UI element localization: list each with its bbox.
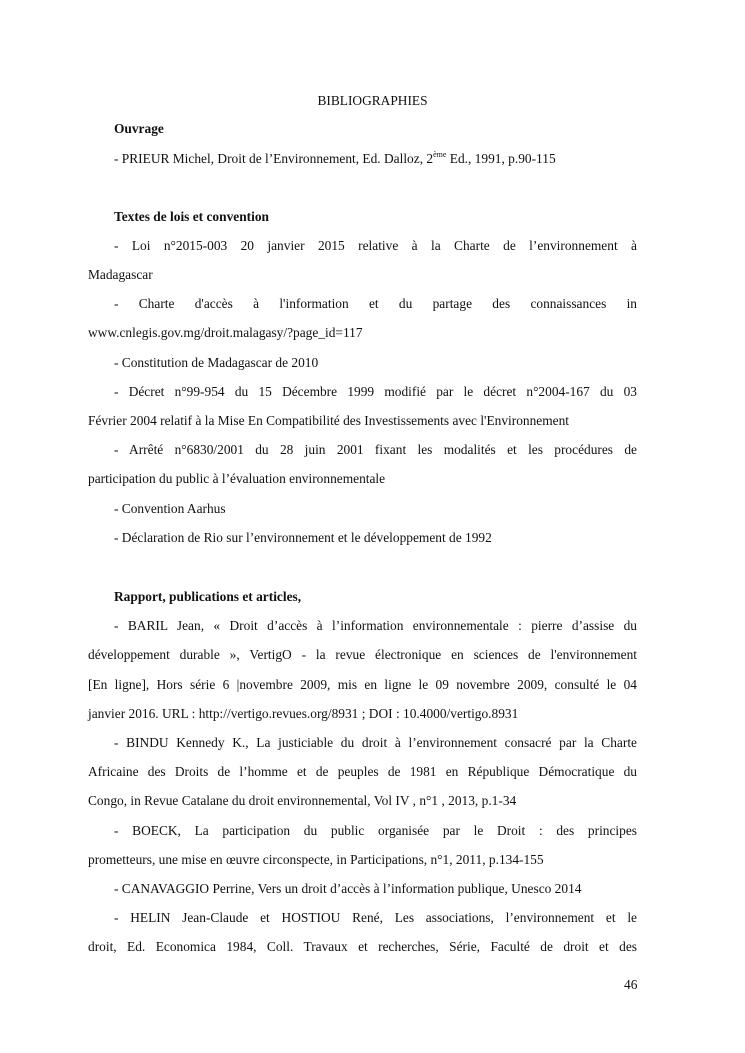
bibliography-line: Africaine des Droits de l’homme et de peuples de 1981 en République Démocratique du — [88, 764, 637, 779]
bibliography-line: - CANAVAGGIO Perrine, Vers un droit d’accès à l’information publique, Unesco 2014 — [114, 881, 582, 896]
bibliography-line: - Convention Aarhus — [114, 501, 226, 516]
bibliography-line: - Décret n°99-954 du 15 Décembre 1999 modifié par le décret n°2004-167 du 03 — [114, 384, 637, 399]
bibliography-line: développement durable », VertigO - la revue électronique en sciences de l'environnement — [88, 647, 637, 662]
bibliography-line: - BOECK, La participation du public organisée par le Droit : des principes — [114, 823, 637, 838]
page-number: 46 — [624, 977, 638, 992]
bibliography-line: droit, Ed. Economica 1984, Coll. Travaux et recherches, Série, Faculté de droit et des — [88, 939, 637, 954]
bibliography-line: - Loi n°2015-003 20 janvier 2015 relative à la Charte de l’environnement à — [114, 238, 637, 253]
bibliography-line: - Constitution de Madagascar de 2010 — [114, 355, 319, 370]
superscript: ème — [433, 150, 447, 159]
section-heading-lois: Textes de lois et convention — [114, 209, 269, 224]
bibliography-line: [En ligne], Hors série 6 |novembre 2009, mis en ligne le 09 novembre 2009, consulté le 04 — [88, 677, 637, 692]
bibliography-line: Madagascar — [88, 267, 153, 282]
bibliography-line: prometteurs, une mise en œuvre circonspecte, in Participations, n°1, 2011, p.134-155 — [88, 852, 544, 867]
bibliography-line: Février 2004 relatif à la Mise En Compatibilité des Investissements avec l'Environnement — [88, 413, 570, 428]
page-title: BIBLIOGRAPHIES — [317, 93, 428, 108]
bibliography-line: - Déclaration de Rio sur l’environnement et le développement de 1992 — [114, 530, 492, 545]
bibliography-line: www.cnlegis.gov.mg/droit.malagasy/?page_id=117 — [88, 325, 363, 340]
section-heading-rapports: Rapport, publications et articles, — [114, 589, 302, 604]
bibliography-line: janvier 2016. URL : http://vertigo.revues.org/8931 ; DOI : 10.4000/vertigo.8931 — [88, 706, 519, 721]
bibliography-line: - Arrêté n°6830/2001 du 28 juin 2001 fixant les modalités et les procédures de — [114, 442, 637, 457]
ouvrage-entry: - PRIEUR Michel, Droit de l’Environnement, Ed. Dalloz, 2ème Ed., 1991, p.90-115 — [114, 150, 556, 166]
bibliography-line: participation du public à l’évaluation environnementale — [88, 471, 386, 486]
bibliography-line: - BARIL Jean, « Droit d’accès à l’information environnementale : pierre d’assise du — [114, 618, 637, 633]
bibliography-line: - BINDU Kennedy K., La justiciable du droit à l’environnement consacré par la Charte — [114, 735, 637, 750]
section-heading-ouvrage: Ouvrage — [114, 121, 164, 136]
bibliography-line: - Charte d'accès à l'information et du partage des connaissances in — [114, 296, 637, 311]
bibliography-line: - HELIN Jean-Claude et HOSTIOU René, Les associations, l’environnement et le — [114, 910, 637, 925]
bibliography-line: Congo, in Revue Catalane du droit environnemental, Vol IV , n°1 , 2013, p.1-34 — [88, 793, 517, 808]
